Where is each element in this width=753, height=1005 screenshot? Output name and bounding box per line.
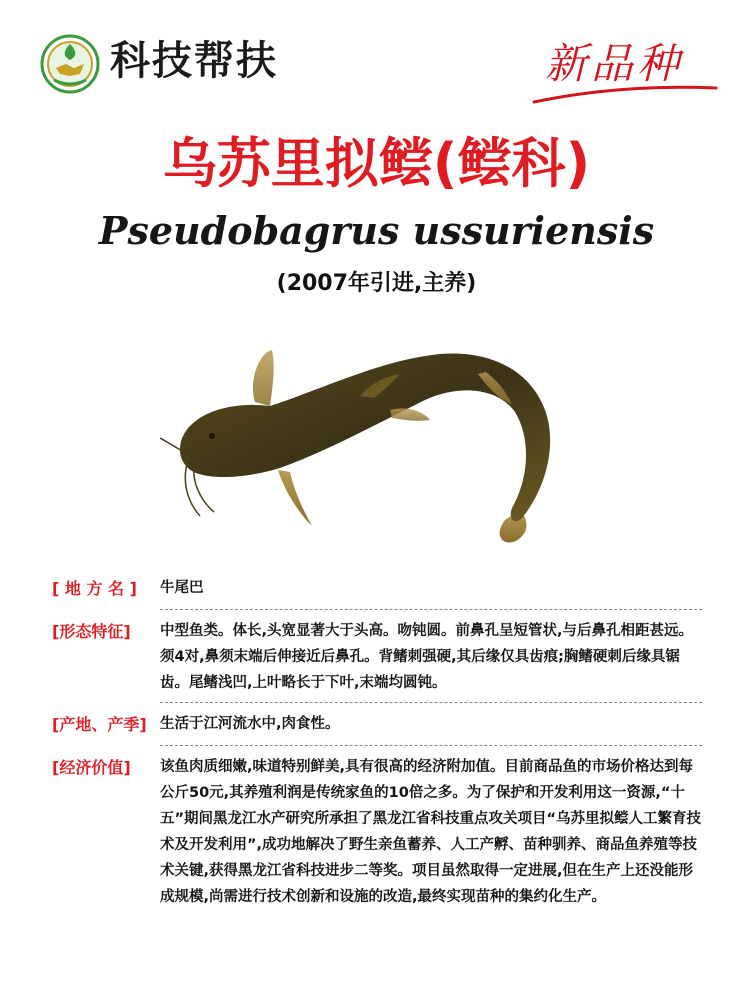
info-row-local-name: [52, 575, 702, 603]
info-section: [52, 575, 702, 910]
info-value: 中型鱼类。体长,头宽显著大于头高。吻钝圆。前鼻孔呈短管状,与后鼻孔相距甚远。须4对,鼻须末端后伸接近后鼻孔。背鳍刺强硬,其后缘仅具齿痕;胸鳍硬刺后缘具锯齿。尾鳍浅凹,上叶略长于下叶,末端均圆钝。: [160, 623, 694, 691]
info-row-economic-value: [52, 754, 702, 910]
info-row-morphology: [52, 618, 702, 696]
divider: [160, 745, 702, 746]
info-label: [经济价值]: [52, 758, 131, 777]
fish-photo: [160, 340, 580, 550]
info-value: 牛尾巴: [160, 580, 204, 596]
divider: [160, 609, 702, 610]
info-label: [ 地 方 名 ]: [52, 579, 137, 598]
stamp-underline: [530, 78, 720, 108]
info-label: [形态特征]: [52, 622, 131, 641]
divider: [160, 702, 702, 703]
info-value: 该鱼肉质细嫩,味道特别鲜美,具有很高的经济附加值。目前商品鱼的市场价格达到每公斤50元,其养殖利润是传统家鱼的10倍之多。为了保护和开发利用这一资源,“十五”期间黑龙江水产研究所承担了黑龙江省科技重点攻关项目“乌苏里拟鲿人工繁育技术及开发利用”,成功地解决了野生亲鱼蓄养、人工产孵、苗种驯养、商品鱼养殖等技术关键,获得黑龙江省科技进步二等奖。项目虽然取得一定进展,但在生产上还没能形成规模,尚需进行技术创新和设施的改造,最终实现苗种的集约化生产。: [160, 759, 702, 905]
subtitle: (2007年引进,主养): [276, 271, 477, 296]
latin-name: Pseudobagrus ussuriensis: [98, 208, 655, 253]
page-title: 乌苏里拟鲿(鲿科): [162, 132, 591, 195]
handshake-leaf-icon: [40, 34, 100, 94]
info-label: [产地、产季]: [52, 715, 147, 734]
info-value: 生活于江河流水中,肉食性。: [160, 716, 340, 732]
brand-title: 科技帮扶: [110, 37, 278, 84]
info-row-habitat: [52, 711, 702, 739]
new-variety-stamp: 新品种: [545, 39, 684, 88]
